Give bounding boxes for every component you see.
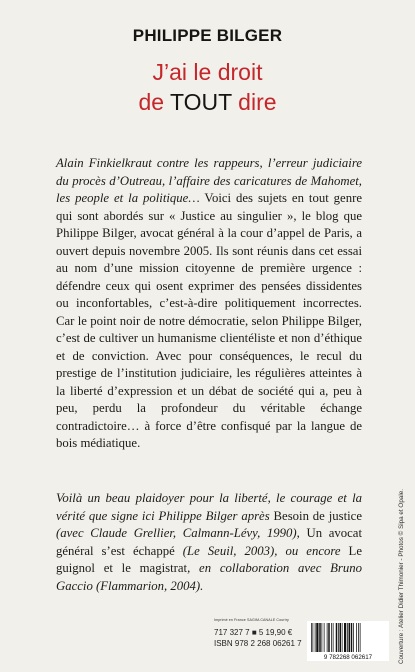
barcode-bar <box>327 623 328 652</box>
book-title-line-2 <box>0 91 415 114</box>
author-bibliography <box>56 490 362 595</box>
barcode-icon <box>307 621 389 661</box>
blurb-italic-3: (Le Seuil, 2003), ou encore <box>174 543 349 558</box>
barcode-bar <box>336 623 338 652</box>
summary-paragraph <box>56 155 362 453</box>
barcode-bar <box>344 623 346 652</box>
product-code-price: 717 327 7 ■ 5 19,90 € <box>214 628 293 637</box>
barcode-bar <box>315 623 316 652</box>
title-suffix: dire <box>231 89 277 115</box>
barcode-bar <box>360 623 361 652</box>
summary-italic-lead: Alain Finkielkraut contre les rappeurs, l’erreur judiciaire du procès d’Outreau, l’affaire des caricatures de Mahomet, les people et la politique… <box>56 156 362 205</box>
title-prefix: de <box>138 89 171 115</box>
barcode-bar <box>353 623 354 652</box>
book-ref-2: Un avocat général s’est échappé <box>56 526 362 558</box>
barcode-bar <box>328 623 330 652</box>
title-emphasis: TOUT <box>170 89 232 115</box>
printer-note: Imprimé en France SAGIM-CANALE Courtry <box>214 618 289 622</box>
barcode-bar <box>347 623 348 652</box>
barcode-bar <box>313 623 314 652</box>
barcode-bar <box>322 623 323 652</box>
book-ref-1: Besoin de justice <box>273 508 362 523</box>
barcode-digits: 9 782268 062617 <box>323 654 373 661</box>
author-name: PHILIPPE BILGER <box>132 26 283 45</box>
cover-credits: Couverture : Atelier Didier Thimonier - Photos © Sipa et Opale. <box>398 489 405 664</box>
book-title-line-1: J’ai le droit <box>152 59 263 85</box>
barcode-bar <box>319 623 321 652</box>
isbn-number: ISBN 978 2 268 06261 7 <box>214 639 302 648</box>
summary-text: Voici des sujets en tout genre qui sont abordés sur « Justice au singulier », le blog que Philippe Bilger, avocat général à la cour d’appel de Paris, a ouvert depuis novembre 2005. Ils sont réunis dans cet essai au nom d’une mission citoyenne de première urgence : défendre ceux qui osent exprimer des pensées dissidentes ou inconfortables, c’est-à-dire politiquement incorrectes. Car le point noir de notre démocratie, selon Philippe Bilger, c’est de cultiver un humanisme clientéliste et non d’éthique et de conviction. Avec pour conséquences, le recul du prestige de l’institution judiciaire, les régulières atteintes à la liberté d’expression et un débat de société qui a, peu à peu, perdu la profondeur du véritable échange contradictoire… à force d’être confisqué par la langue de bois médiatique. <box>56 191 362 450</box>
barcode-bar <box>340 623 342 652</box>
barcode-bar <box>338 623 339 652</box>
barcode-bar <box>351 623 353 652</box>
barcode-bar <box>333 623 334 652</box>
barcode-bar <box>331 623 332 652</box>
blurb-italic-4: , en collaboration avec Bruno Gaccio (Flammarion, 2004). <box>56 561 362 593</box>
blurb-italic-2: (avec Claude Grellier, Calmann-Lévy, 1990), <box>56 526 307 540</box>
blurb-italic-1: Voilà un beau plaidoyer pour la liberté, le courage et la vérité que signe ici Philippe Bilger après <box>56 491 362 523</box>
barcode-bar <box>311 623 312 652</box>
book-ref-3: Le guignol et le magistrat <box>56 543 362 575</box>
barcode-bar <box>356 623 357 652</box>
barcode-bar <box>342 623 343 652</box>
barcode-bar <box>349 623 351 652</box>
barcode-bar <box>358 623 359 652</box>
barcode-bar <box>316 623 318 652</box>
barcode-bar <box>324 623 325 652</box>
